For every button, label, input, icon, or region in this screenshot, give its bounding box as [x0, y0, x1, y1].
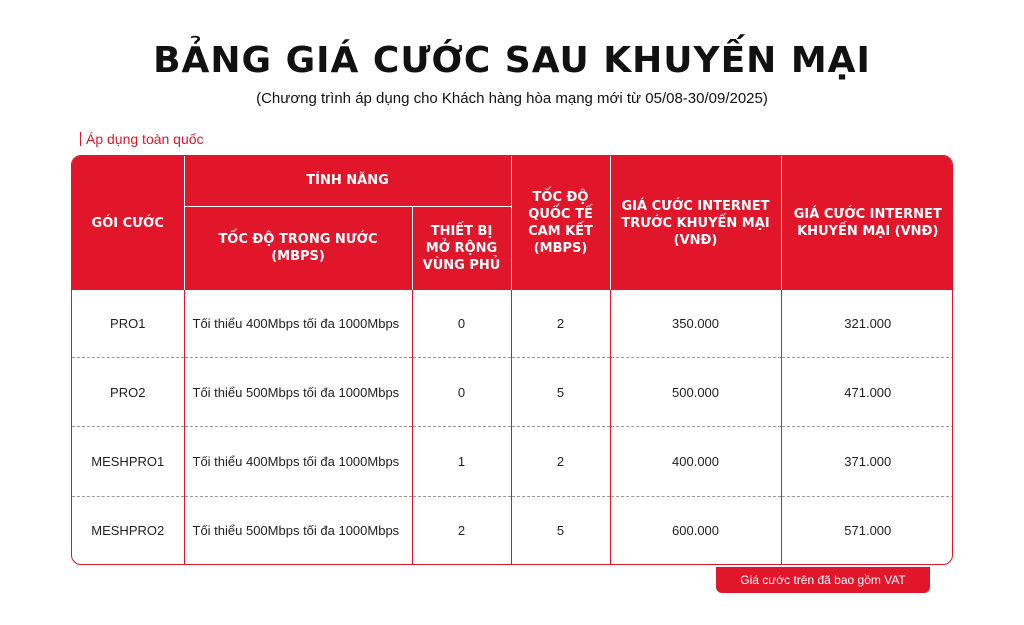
header-intl-speed: TỐC ĐỘ QUỐC TẾ CAM KẾT (MBPS): [511, 156, 610, 290]
header-domestic-speed: TỐC ĐỘ TRONG NƯỚC (MBPS): [184, 206, 412, 290]
cell-intl-speed: 2: [511, 290, 610, 357]
cell-package: PRO2: [72, 357, 184, 427]
cell-price-after: 321.000: [781, 290, 953, 357]
header-price-after: GIÁ CƯỚC INTERNET KHUYẾN MẠI (VNĐ): [781, 156, 953, 290]
cell-price-before: 600.000: [610, 497, 781, 564]
cell-mesh-devices: 1: [412, 427, 511, 497]
price-table: [72, 156, 953, 564]
cell-mesh-devices: 0: [412, 357, 511, 427]
cell-package: PRO1: [72, 290, 184, 357]
header-price-before: GIÁ CƯỚC INTERNET TRƯỚC KHUYẾN MẠI (VNĐ): [610, 156, 781, 290]
cell-domestic-speed: Tối thiểu 500Mbps tối đa 1000Mbps: [184, 357, 412, 427]
cell-intl-speed: 2: [511, 427, 610, 497]
cell-price-before: 350.000: [610, 290, 781, 357]
cell-domestic-speed: Tối thiểu 400Mbps tối đa 1000Mbps: [184, 427, 412, 497]
scope-label: Áp dụng toàn quốc: [86, 131, 204, 147]
cell-price-after: 471.000: [781, 357, 953, 427]
cell-mesh-devices: 2: [412, 497, 511, 564]
table-row: [72, 427, 953, 497]
table-header-row-1: [72, 156, 953, 206]
header-package: GÓI CƯỚC: [72, 156, 184, 290]
cell-price-before: 400.000: [610, 427, 781, 497]
table-row: [72, 497, 953, 564]
cell-package: MESHPRO2: [91, 523, 165, 539]
cell-domestic-speed: Tối thiểu 400Mbps tối đa 1000Mbps: [184, 290, 412, 357]
vat-note: Giá cước trên đã bao gồm VAT: [716, 567, 930, 593]
scope-label-container: [80, 131, 204, 147]
cell-price-after: 571.000: [781, 497, 953, 564]
header-mesh-devices: THIẾT BỊ MỞ RỘNG VÙNG PHỦ: [412, 206, 511, 290]
page-title: BẢNG GIÁ CƯỚC SAU KHUYẾN MẠI: [153, 40, 871, 81]
table-row: [72, 357, 953, 427]
cell-price-before: 500.000: [610, 357, 781, 427]
cell-domestic-speed: Tối thiểu 500Mbps tối đa 1000Mbps: [184, 497, 412, 564]
header-features: TÍNH NĂNG: [184, 156, 511, 206]
cell-intl-speed: 5: [511, 497, 610, 564]
cell-intl-speed: 5: [511, 357, 610, 427]
cell-price-after: 371.000: [781, 427, 953, 497]
price-table-container: [71, 155, 953, 565]
table-row: [72, 290, 953, 357]
page-subtitle: (Chương trình áp dụng cho Khách hàng hòa mạng mới từ 05/08-30/09/2025): [256, 90, 768, 107]
scope-bar-decoration: [80, 132, 81, 146]
cell-mesh-devices: 0: [412, 290, 511, 357]
cell-package: MESHPRO1: [72, 427, 184, 497]
